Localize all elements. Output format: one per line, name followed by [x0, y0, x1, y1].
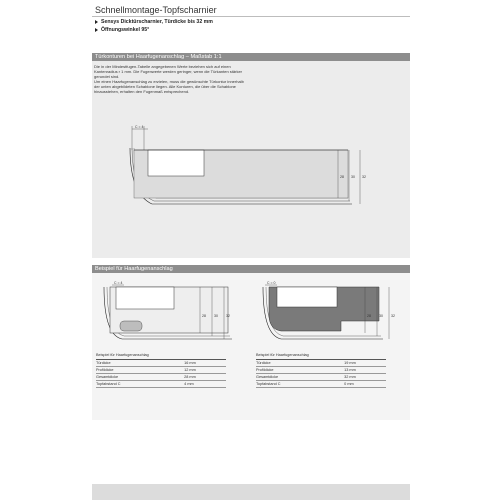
section2-heading-band [92, 265, 410, 273]
table-row [96, 381, 226, 388]
row-label: Topfabstand C [96, 381, 184, 388]
section1-text [94, 64, 244, 94]
c-dim-label: C = 4 [114, 281, 123, 285]
table-header: Beispiel für Haarfugenanschlag [96, 352, 226, 359]
door-contour-drawing [92, 120, 410, 220]
dim-label: 32 [391, 314, 395, 318]
row-label: Topfabstand C [256, 381, 344, 388]
bullet-arrow-icon [95, 28, 98, 32]
example-drawing-left [92, 275, 247, 345]
dim-label: 30 [379, 314, 383, 318]
row-value: 28 mm [184, 373, 226, 380]
table-row [256, 381, 386, 388]
title-divider [92, 16, 410, 17]
c-dim-label: C = 4 [135, 125, 144, 129]
row-value: 12 mm [184, 366, 226, 373]
row-value: 19 mm [344, 359, 386, 366]
page-title: Schnellmontage-Topfscharnier [95, 5, 217, 15]
section2-heading: Beispiel für Haarfugenanschlag [95, 266, 173, 272]
bullet-item-1 [95, 19, 213, 25]
table-row [256, 366, 386, 373]
row-value: 16 mm [184, 359, 226, 366]
bullet-text: Öffnungswinkel 95° [101, 27, 150, 33]
example-table-left [96, 352, 226, 388]
row-label: Gesamtdicke [96, 373, 184, 380]
dim-label: 32 [226, 314, 230, 318]
hinge-cup-recess [116, 287, 174, 309]
dim-label: 28 [367, 314, 371, 318]
row-label: Profildicke [256, 366, 344, 373]
table-row [256, 359, 386, 366]
dim-label: 30 [214, 314, 218, 318]
row-label: Türdicke [96, 359, 184, 366]
dim-label: 32 [362, 175, 366, 179]
row-value: 32 mm [344, 373, 386, 380]
page-footer-band [92, 484, 410, 500]
dim-label: 28 [340, 175, 344, 179]
row-label: Gesamtdicke [256, 373, 344, 380]
bullet-item-2 [95, 27, 149, 33]
row-value: 4 mm [184, 381, 226, 388]
table-header: Beispiel für Haarfugenanschlag [256, 352, 386, 359]
bullet-text: Sensys Dicktürscharnier, Türdicke bis 32 mm [101, 19, 213, 25]
section1-heading: Türkonturen bei Haarfugenanschlag – Maßstab 1:1 [95, 54, 222, 60]
example-table-right [256, 352, 386, 388]
c-dim-label: C = 0 [267, 281, 276, 285]
hinge-cup-recess [148, 150, 204, 176]
paragraph-2: Um einen Haarfugenanschlag zu erzielen, muss die gewünschte Türkontur innerhalb der unten abgebildeten Schablone liegen. Alle Konturen, die über die Schablone hinausstehen, erhalten den Fugenmaß entsprechend. [94, 79, 244, 94]
example-drawing-right [255, 275, 410, 345]
table-row [256, 373, 386, 380]
row-value: 0 mm [344, 381, 386, 388]
bullet-arrow-icon [95, 20, 98, 24]
dim-label: 30 [351, 175, 355, 179]
hinge-boss [120, 321, 142, 331]
paragraph-1: Die in der Mindestfugen-Tabelle angegebenen Werte beziehen sich auf einen Kantenradius r 1 mm. Die Fugenwerte werden geringer, wenn die Türkanten stärker gerundet sind. [94, 64, 243, 79]
section1-heading-band [92, 53, 410, 61]
hinge-cup-recess [277, 287, 337, 307]
table-row [96, 366, 226, 373]
table-row [96, 359, 226, 366]
row-label: Türdicke [256, 359, 344, 366]
row-label: Profildicke [96, 366, 184, 373]
dim-label: 28 [202, 314, 206, 318]
table-row [96, 373, 226, 380]
row-value: 13 mm [344, 366, 386, 373]
